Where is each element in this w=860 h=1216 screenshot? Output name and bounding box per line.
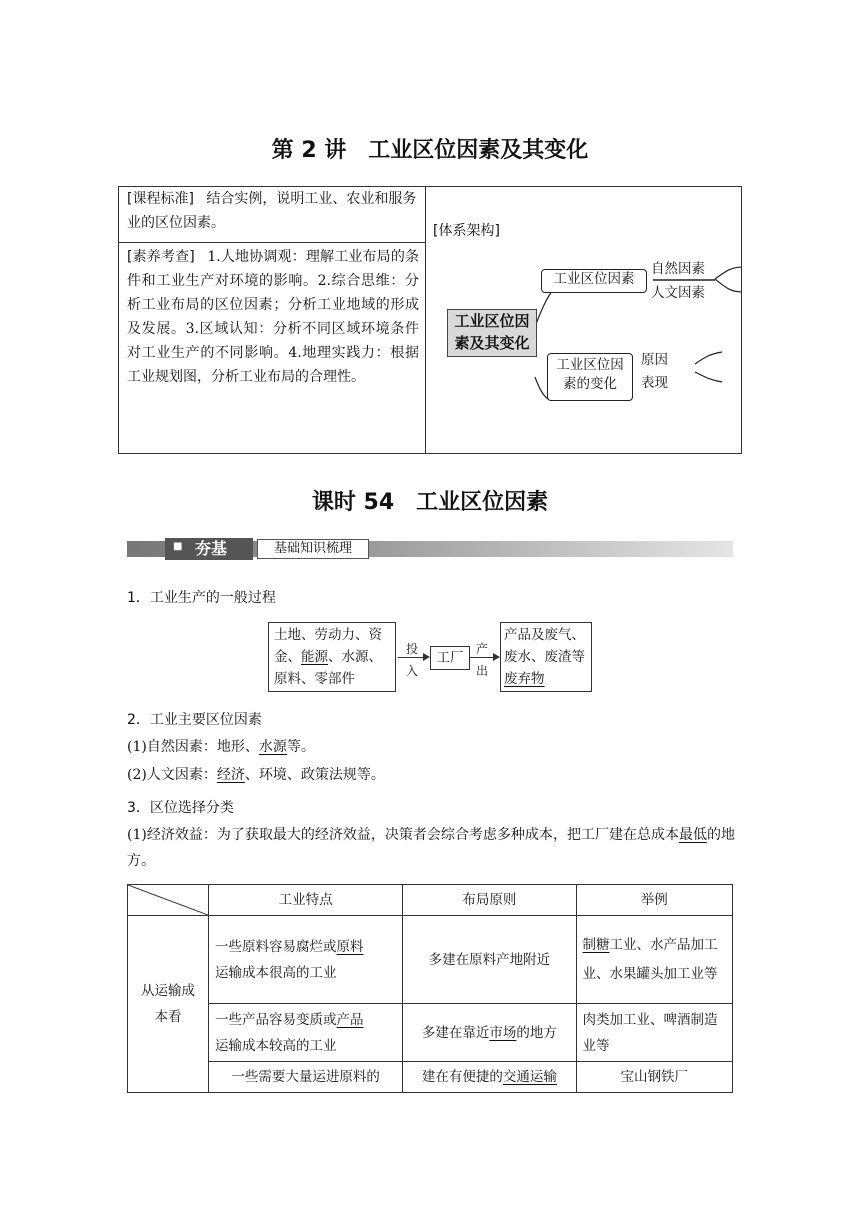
table-row3-feature: 一些需要大量运进原料的 [209, 1062, 403, 1093]
mindmap-branch-location-factors [541, 269, 647, 293]
flow-output-waste: 废弃物 [504, 671, 545, 687]
flow-input-line2-a: 金、 [274, 649, 301, 665]
flow-arrowhead-input-icon [423, 653, 430, 661]
section3-p1-a: (1)经济效益：为了获取最大的经济效益，决策者会综合考虑多种成本，把工厂建在总成本 [127, 827, 679, 843]
table-header-principle: 布局原则 [403, 885, 576, 916]
literacy-tag: [素养考查] [127, 249, 195, 265]
mindmap-branch2-line2: 素的变化 [563, 376, 617, 392]
mindmap-leaf-human: 人文因素 [651, 285, 705, 301]
flow-factory-box [430, 646, 470, 670]
flow-arrow-input-label-a: 投 [406, 642, 419, 656]
table-row1-feature [209, 916, 403, 1004]
flow-factory-label: 工厂 [436, 650, 464, 666]
table-group-label-line1: 从运输成 [141, 983, 195, 999]
table-corner-cell [128, 885, 209, 916]
banner-bullet-icon: ■ [173, 541, 183, 552]
course-standard-text: 结合实例，说明工业、农业和服务业的区位因素。 [127, 191, 417, 231]
banner-sub-box [257, 539, 369, 559]
row1-example-b: 工业、水产品加工业、水果罐头加工业等 [582, 936, 718, 982]
flow-input-line1: 土地、劳动力、资 [274, 627, 382, 643]
flow-arrow-input-label-b: 入 [406, 664, 419, 678]
flow-input-line2-c: 、水源、 [328, 649, 382, 665]
mindmap-leaf-manifestation: 表现 [641, 375, 668, 391]
table-row3-example: 宝山钢铁厂 [576, 1062, 732, 1093]
section2-natural-c: 等。 [286, 739, 315, 755]
mindmap-leaf-natural: 自然因素 [651, 261, 705, 277]
section2-natural [127, 734, 315, 760]
table-row2-principle [403, 1004, 576, 1062]
process-flow [268, 622, 594, 694]
section2-human [127, 762, 385, 788]
mindmap-center-line1: 工业区位因 [454, 312, 530, 330]
table-row1-principle: 多建在原料产地附近 [403, 916, 576, 1004]
row2-principle-a: 多建在靠近 [421, 1024, 490, 1041]
row3-principle-a: 建在有便捷的 [421, 1069, 503, 1085]
section2-natural-a: (1)自然因素：地形、 [127, 739, 259, 755]
table-group-label-line2: 本看 [154, 1009, 182, 1025]
row2-feature-c: 运输成本较高的工业 [215, 1037, 337, 1054]
row1-feature-c: 运输成本很高的工业 [215, 964, 337, 981]
section-banner [127, 538, 733, 560]
mindmap-center [447, 309, 537, 357]
section2-human-economy: 经济 [216, 767, 245, 783]
table-row1-example [576, 916, 732, 1004]
section3-title: 3．区位选择分类 [127, 800, 234, 816]
table-corner-diagonal [128, 885, 208, 915]
section2-title: 2．工业主要区位因素 [127, 712, 262, 728]
row2-feature-product: 产品 [336, 1011, 364, 1028]
flow-arrow-output-label-a: 产 [476, 642, 489, 656]
literacy-cell [127, 245, 419, 389]
section3-p1-d: 的地方。 [127, 827, 736, 869]
header-table [118, 186, 742, 454]
flow-arrow-output-label-b: 出 [476, 664, 489, 678]
flow-arrowhead-output-icon [493, 653, 500, 661]
divider-horizontal [119, 242, 425, 243]
flow-input-energy: 能源 [301, 649, 328, 665]
mindmap-leaf-reason: 原因 [641, 352, 668, 368]
section3-paragraph [127, 822, 735, 874]
row1-feature-raw: 原料 [336, 938, 364, 955]
location-table-wrap [127, 884, 733, 1093]
banner-sub: 基础知识梳理 [273, 541, 352, 556]
table-header-example: 举例 [576, 885, 732, 916]
row2-principle-c: 的地方 [516, 1024, 557, 1041]
flow-output-box [500, 622, 592, 692]
mindmap-branch-factor-changes [547, 353, 633, 401]
course-standard-tag: [课程标准] [127, 191, 194, 207]
row1-feature-a: 一些原料容易腐烂或 [215, 938, 337, 955]
table-row2-feature [209, 1004, 403, 1062]
table-row2-example: 肉类加工业、啤酒制造业等 [576, 1004, 732, 1062]
section3-p1-lowest-a: 最 [678, 827, 693, 843]
lecture-title: 第 2 讲 工业区位因素及其变化 [271, 138, 589, 163]
flow-output-line2: 废水、废渣等 [504, 649, 585, 665]
flow-arrow-input [398, 657, 426, 658]
mindmap-branch2-line1: 工业区位因 [556, 357, 624, 373]
section2-human-c: 、环境、政策法规等。 [244, 767, 385, 783]
table-row3-principle [403, 1062, 576, 1093]
table-group-label [128, 916, 209, 1093]
row3-principle-transport: 交通运输 [502, 1069, 557, 1085]
literacy-text: 1.人地协调观：理解工业布局的条件和工业生产对环境的影响。2.综合思维：分析工业布局的区位因素；分析工业地域的形成及发展。3.区域认知：分析不同区域环境条件对工业生产的不同影响。4.地理实践力：根据工业规划图，分析工业布局的合理性。 [127, 249, 420, 385]
mindmap-branch1-label: 工业区位因素 [553, 271, 635, 287]
flow-input-line2 [274, 646, 395, 668]
table-header-feature: 工业特点 [209, 885, 403, 916]
row1-example-sugar: 制糖 [582, 936, 610, 953]
flow-input-line3: 原料、零部件 [274, 671, 355, 687]
section1-title: 1．工业生产的一般过程 [127, 590, 276, 606]
flow-input-box [268, 622, 396, 692]
location-table [127, 884, 733, 1093]
section2-human-a: (2)人文因素： [127, 767, 217, 783]
framework-tag: [体系架构] [433, 223, 500, 239]
course-standard-cell [127, 187, 419, 235]
mindmap-center-line2: 素及其变化 [454, 334, 530, 352]
banner-label: 夯基 [195, 539, 228, 558]
row2-feature-a: 一些产品容易变质或 [215, 1011, 337, 1028]
section3-p1-lowest-b: 低 [693, 827, 708, 843]
section2-natural-water: 水源 [258, 739, 287, 755]
flow-output-line1: 产品及废气、 [504, 627, 585, 643]
lesson-title: 课时 54 工业区位因素 [311, 490, 549, 515]
row2-principle-market: 市场 [489, 1024, 517, 1041]
